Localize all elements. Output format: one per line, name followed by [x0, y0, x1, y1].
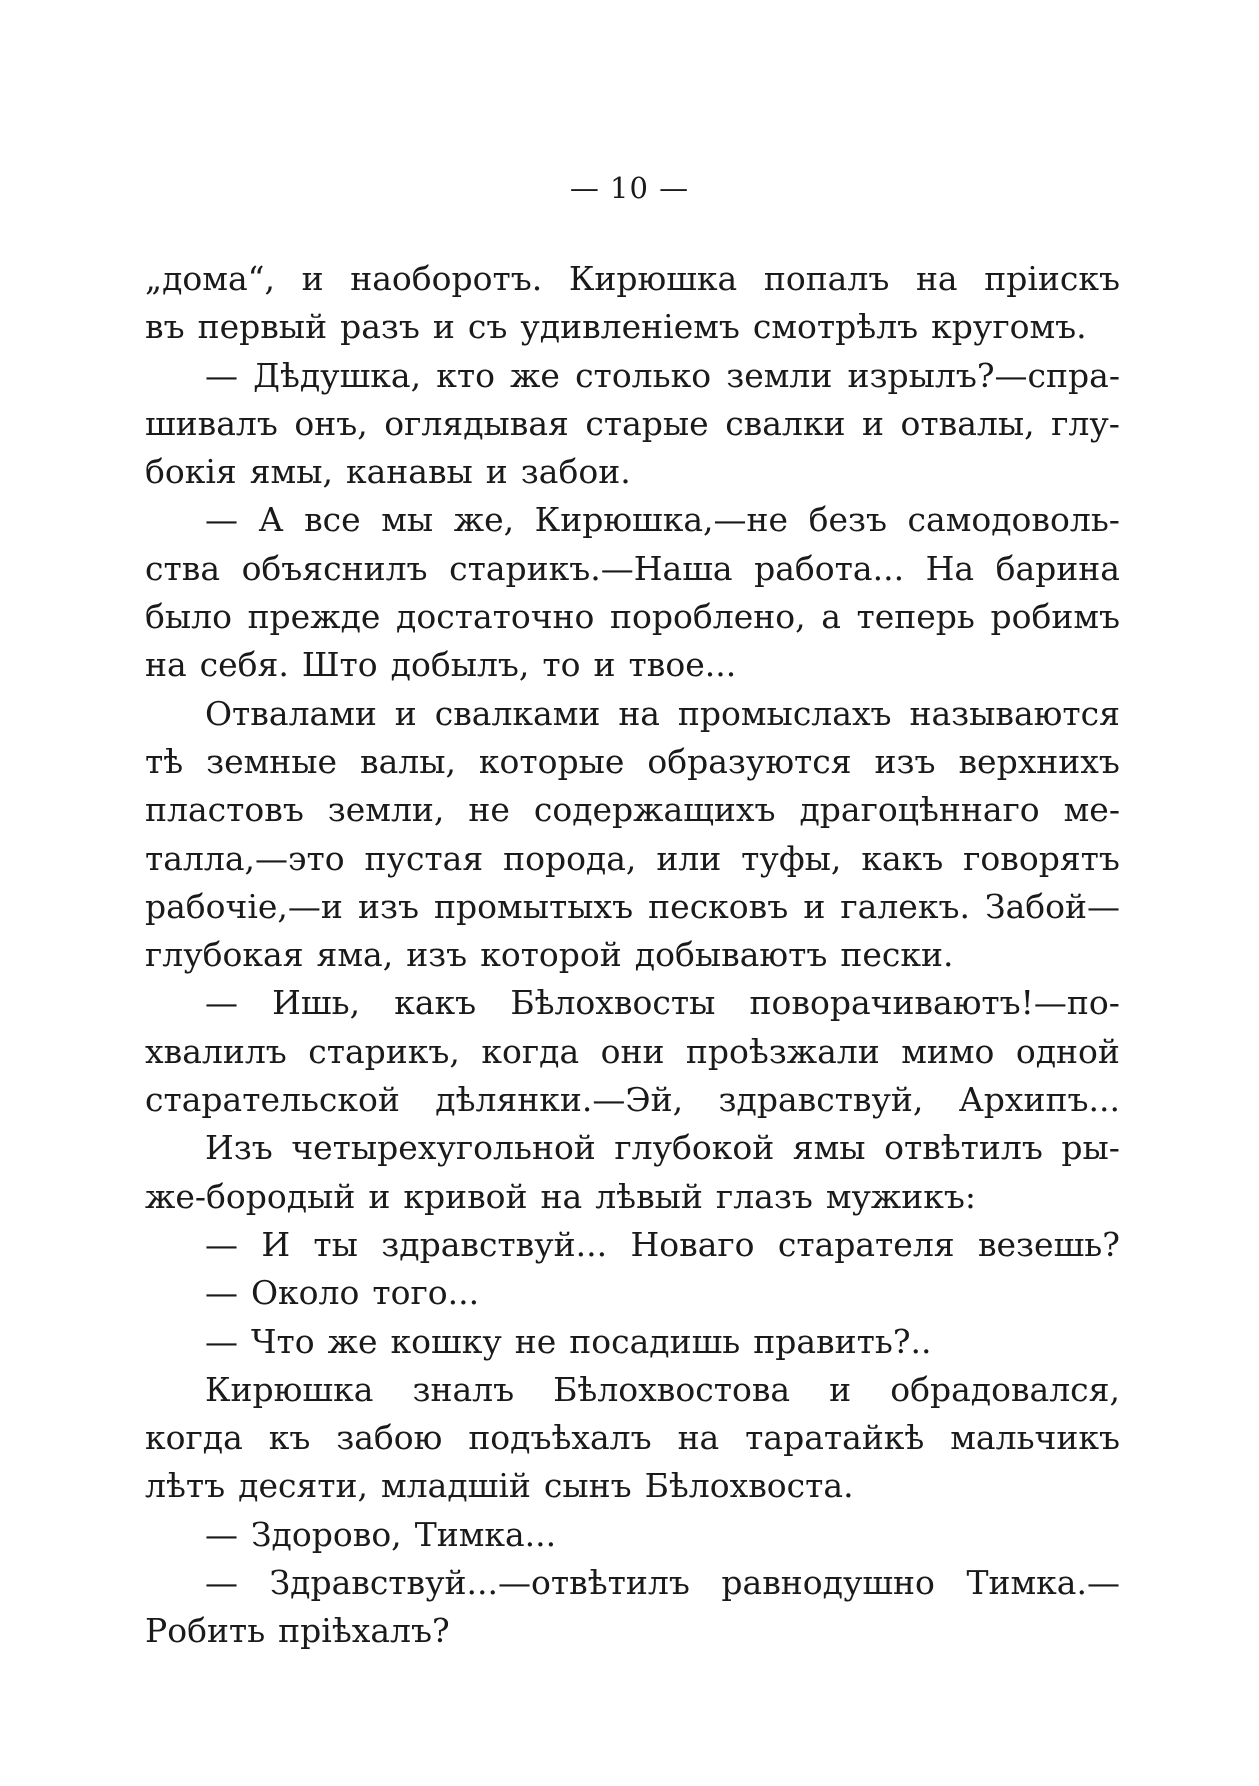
text-line: „дома“, и наоборотъ. Кирюшка попалъ на пріискъ	[145, 259, 1120, 298]
page-number: — 10 —	[569, 171, 690, 205]
text-line: шивалъ онъ, оглядывая старые свалки и отвалы, глу-	[145, 403, 1120, 443]
text-line: — Что же кошку не посадишь править?..	[205, 1321, 932, 1361]
text-line: Робить пріѣхалъ?	[145, 1611, 450, 1651]
text-line: Отвалами и свалками на промыслахъ называются	[205, 693, 1120, 733]
text-line: — Около того...	[205, 1273, 480, 1313]
text-line: на себя. Што добылъ, то и твое...	[145, 645, 737, 685]
text-line: тѣ земные валы, которые образуются изъ верхнихъ	[145, 741, 1120, 781]
text-line: рабочіе,—и изъ промытыхъ песковъ и галекъ. Забой—	[145, 886, 1120, 926]
text-line: въ первый разъ и съ удивленіемъ смотрѣлъ кругомъ.	[145, 307, 1087, 347]
text-line: пластовъ земли, не содержащихъ драгоцѣннаго ме-	[145, 790, 1120, 830]
text-line: — А все мы же, Кирюшка,—не безъ самодоволь-	[205, 500, 1120, 540]
text-line: — Здравствуй...—отвѣтилъ равнодушно Тимка.—	[205, 1563, 1120, 1603]
text-line: же-бородый и кривой на лѣвый глазъ мужикъ:	[145, 1176, 977, 1216]
text-line: глубокая яма, изъ которой добываютъ пески.	[145, 935, 954, 975]
text-line: — Дѣдушка, кто же столько земли изрылъ?—спра-	[205, 355, 1120, 395]
text-line: — Здорово, Тимка...	[205, 1514, 557, 1554]
text-line: бокія ямы, канавы и забои.	[145, 452, 631, 492]
text-line: Изъ четырехугольной глубокой ямы отвѣтилъ ры-	[205, 1128, 1120, 1168]
text-line: лѣтъ десяти, младшій сынъ Бѣлохвоста.	[145, 1466, 854, 1506]
text-line: Кирюшка зналъ Бѣлохвостова и обрадовался,	[205, 1369, 1120, 1409]
text-line: ства объяснилъ старикъ.—Наша работа... На барина	[145, 548, 1120, 588]
text-line: когда къ забою подъѣхалъ на таратайкѣ мальчикъ	[145, 1418, 1120, 1458]
text-line: было прежде достаточно пороблено, а теперь робимъ	[145, 597, 1120, 637]
body-text	[145, 255, 1120, 1656]
text-line: — Ишь, какъ Бѣлохвосты поворачиваютъ!—по-	[205, 983, 1120, 1023]
text-line: — И ты здравствуй... Новаго старателя везешь?	[205, 1224, 1120, 1264]
text-line: хвалилъ старикъ, когда они проѣзжали мимо одной	[145, 1031, 1120, 1071]
text-line: старательской дѣлянки.—Эй, здравствуй, Архипъ...	[145, 1080, 1120, 1120]
text-line: талла,—это пустая порода, или туфы, какъ говорятъ	[145, 838, 1120, 878]
